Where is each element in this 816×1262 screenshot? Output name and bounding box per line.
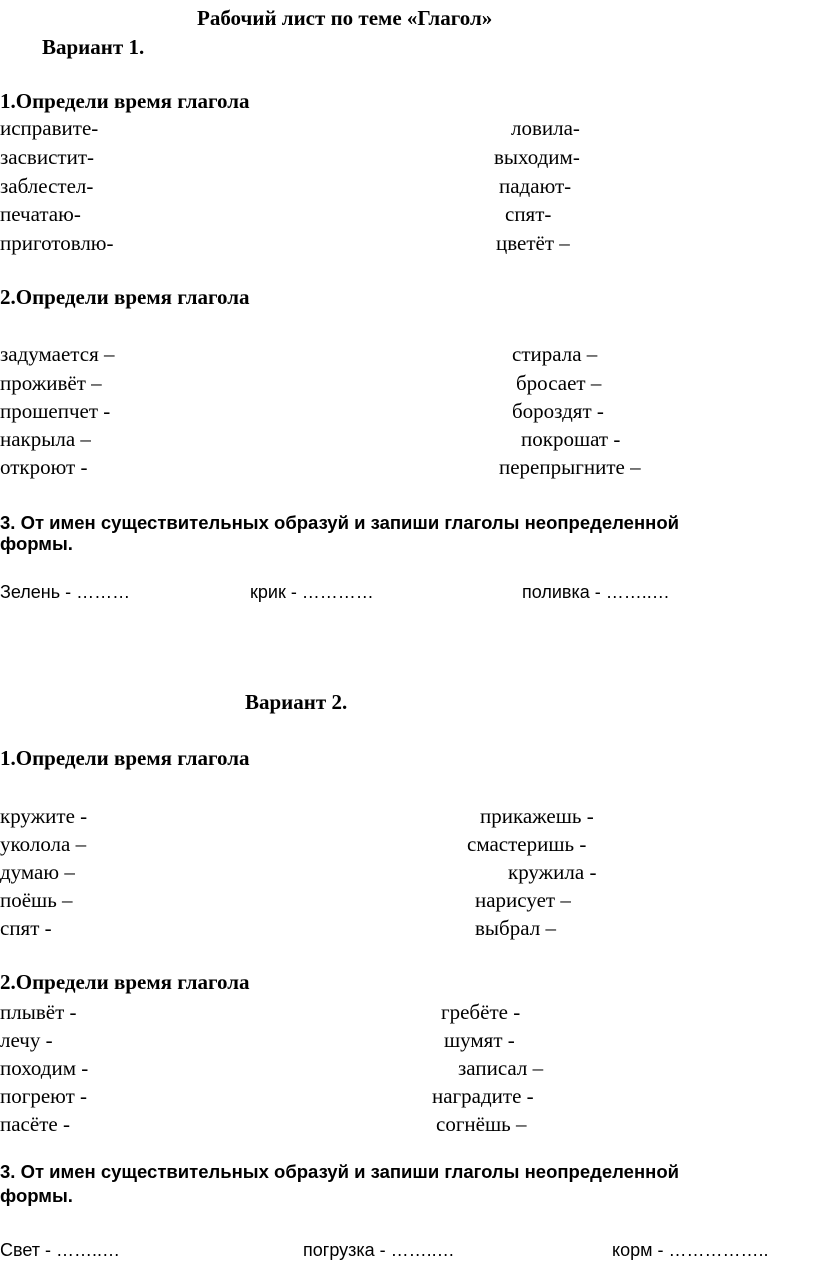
word: бросает – [516,371,602,395]
word: прикажешь - [480,804,594,828]
task-item: крик - ………… [250,582,374,602]
task-item: Свет - ……..… [0,1240,121,1260]
word: ловила- [511,116,580,140]
v1-task3-heading: 3. От имен существительных образуй и запиши глаголы неопределенной [0,512,679,533]
word: погреют - [0,1084,88,1108]
word: гребёте - [441,1000,521,1024]
word: печатаю- [0,202,81,226]
word: выходим- [494,145,580,169]
v1-task1-heading: 1.Определи время глагола [0,89,250,113]
v2-task1-heading: 1.Определи время глагола [0,746,250,770]
word: смастеришь - [467,832,587,856]
word: шумят - [444,1028,515,1052]
word: задумается – [0,342,115,366]
word: наградите - [432,1084,534,1108]
word: прошепчет - [0,399,111,423]
word: падают- [499,174,572,198]
variant-2-label: Вариант 2. [245,690,348,714]
task-item: поливка - ……..… [522,582,670,602]
word: засвистит- [0,145,94,169]
v2-task3-heading-cont: формы. [0,1185,73,1206]
v2-task2-heading: 2.Определи время глагола [0,970,250,994]
word: думаю – [0,860,75,884]
word: кружила - [508,860,597,884]
task-item: Зелень - ……… [0,582,131,602]
word: пасёте - [0,1112,70,1136]
v1-task2-heading: 2.Определи время глагола [0,285,250,309]
word: перепрыгните – [499,455,641,479]
word: записал – [458,1056,544,1080]
word: кружите - [0,804,88,828]
word: откроют - [0,455,88,479]
word: бороздят - [512,399,604,423]
page-title: Рабочий лист по теме «Глагол» [197,6,493,30]
word: заблестел- [0,174,94,198]
word: выбрал – [475,916,556,940]
word: плывёт - [0,1000,77,1024]
word: стирала – [512,342,598,366]
task-item: корм - …………….. [612,1240,769,1260]
v1-task3-heading-cont: формы. [0,533,73,554]
word: накрыла – [0,427,91,451]
word: походим - [0,1056,89,1080]
v2-task3-heading: 3. От имен существительных образуй и запиши глаголы неопределенной [0,1161,679,1182]
word: покрошат - [521,427,621,451]
word: спят- [505,202,552,226]
word: спят - [0,916,52,940]
word: поёшь – [0,888,73,912]
word: уколола – [0,832,87,856]
word: нарисует – [475,888,571,912]
word: цветёт – [496,231,570,255]
word: приготовлю- [0,231,114,255]
word: согнёшь – [436,1112,527,1136]
word: проживёт – [0,371,102,395]
task-item: погрузка - ……..… [303,1240,455,1260]
word: лечу - [0,1028,53,1052]
variant-1-label: Вариант 1. [42,35,145,59]
word: исправите- [0,116,99,140]
